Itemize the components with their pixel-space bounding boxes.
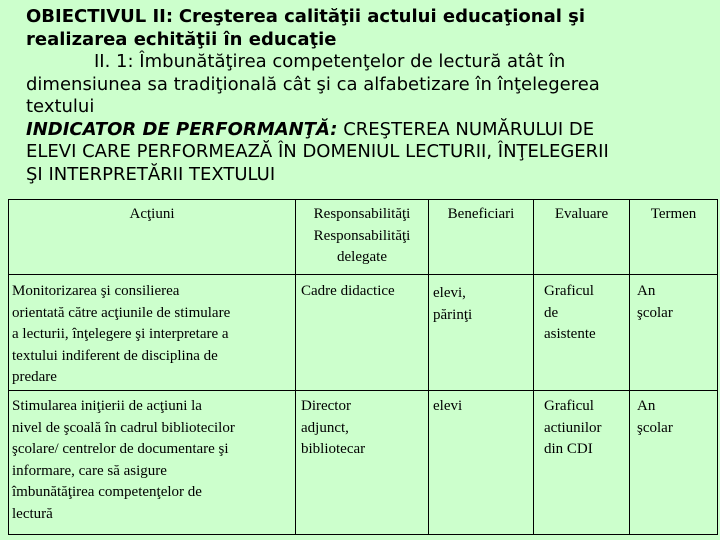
row-2-actions-line: şcolare/ centrelor de documentare şi: [12, 441, 229, 457]
row-2-responsibilities: [301, 396, 426, 461]
row-1-evaluation-line: de: [544, 304, 559, 321]
indicator-text: CREŞTEREA NUMĂRULUI DE: [337, 118, 595, 140]
row-2-deadline: [637, 396, 715, 439]
actions-table: [8, 199, 718, 535]
row-2-actions: [12, 396, 294, 525]
column-header-evaluation: Evaluare: [554, 206, 609, 222]
row-2-responsibilities-line: adjunct,: [301, 419, 349, 436]
objective-line-2: realizarea echităţii în educaţie: [26, 28, 337, 50]
row-1-deadline-line: şcolar: [637, 304, 673, 321]
column-header-delegated-label-1: Responsabilităţi: [313, 227, 411, 244]
sub-objective-line-1: II. 1: Îmbunătăţirea competenţelor de lectură atât în: [94, 51, 566, 72]
row-1-evaluation: [544, 281, 627, 346]
sub-objective-line-3: textului: [26, 96, 95, 117]
row-1-actions-line: a lecturii, înţelegere şi interpretare a: [12, 326, 229, 342]
row-2-actions-line: Stimularea iniţierii de acţiuni la: [12, 398, 202, 414]
row-1-evaluation-line: Graficul: [544, 283, 594, 299]
row-1-beneficiaries: [433, 283, 531, 326]
column-header-responsibilities-label: Responsabilităţi: [313, 206, 411, 222]
row-divider: [9, 274, 717, 275]
row-2-evaluation-line: din CDI: [544, 441, 593, 457]
objective-text: Creşterea calităţii actului educaţional şi: [178, 6, 586, 27]
row-1-beneficiaries-line: elevi,: [433, 285, 466, 301]
row-2-beneficiaries-line: elevi: [433, 398, 463, 414]
row-1-actions: [12, 281, 294, 389]
row-2-actions-line: informare, care să asigure: [12, 462, 167, 479]
row-1-responsibilities-line: Cadre didactice: [301, 283, 395, 299]
objective-line-1: [26, 6, 716, 29]
row-2-deadline-line: şcolar: [637, 419, 673, 436]
row-2-evaluation: [544, 396, 627, 461]
row-1-actions-line: textului indiferent de disciplina de: [12, 347, 218, 364]
row-2-actions-line: nivel de şcoală în cadrul bibliotecilor: [12, 419, 235, 436]
sub-objective-line-2: dimensiunea sa tradiţională cât şi ca alfabetizare în înţelegerea: [26, 73, 600, 95]
objective-label: OBIECTIVUL II:: [26, 6, 174, 27]
indicator-line-3: ŞI INTERPRETĂRII TEXTULUI: [26, 163, 276, 185]
row-1-evaluation-line: asistente: [544, 326, 596, 342]
column-header-delegated-label-2: delegate: [337, 249, 387, 265]
row-1-responsibilities: [301, 281, 426, 303]
row-1-deadline-line: An: [637, 283, 656, 299]
row-1-deadline: [637, 281, 715, 324]
column-header-deadline: Termen: [650, 206, 697, 222]
row-2-actions-line: îmbunătăţirea competenţelor de: [12, 484, 202, 500]
column-header-beneficiaries: Beneficiari: [447, 206, 515, 222]
indicator-line-2: ELEVI CARE PERFORMEAZĂ ÎN DOMENIUL LECTURII, ÎNŢELEGERII: [26, 141, 609, 162]
row-1-beneficiaries-line: părinţi: [433, 306, 473, 323]
column-divider: [428, 200, 429, 534]
column-header-responsibilities: [296, 204, 428, 269]
row-2-beneficiaries: [433, 396, 531, 418]
document-header: [26, 6, 716, 186]
row-2-responsibilities-line: bibliotecar: [301, 441, 366, 457]
row-2-deadline-line: An: [637, 398, 656, 414]
row-2-evaluation-line: Graficul: [544, 398, 594, 414]
row-2-evaluation-line: actiunilor: [544, 419, 602, 436]
indicator-label: INDICATOR DE PERFORMANŢĂ:: [26, 118, 338, 140]
row-2-actions-line: lectură: [12, 505, 53, 522]
column-divider: [533, 200, 534, 534]
row-1-actions-line: Monitorizarea şi consilierea: [12, 283, 180, 299]
column-divider: [629, 200, 630, 534]
row-divider: [9, 390, 717, 391]
indicator-line-1: [26, 119, 716, 142]
row-1-actions-line: orientată către acţiunile de stimulare: [12, 304, 231, 321]
column-header-actions: Acţiuni: [129, 206, 175, 222]
row-1-actions-line: predare: [12, 369, 57, 385]
row-2-responsibilities-line: Director: [301, 398, 351, 414]
